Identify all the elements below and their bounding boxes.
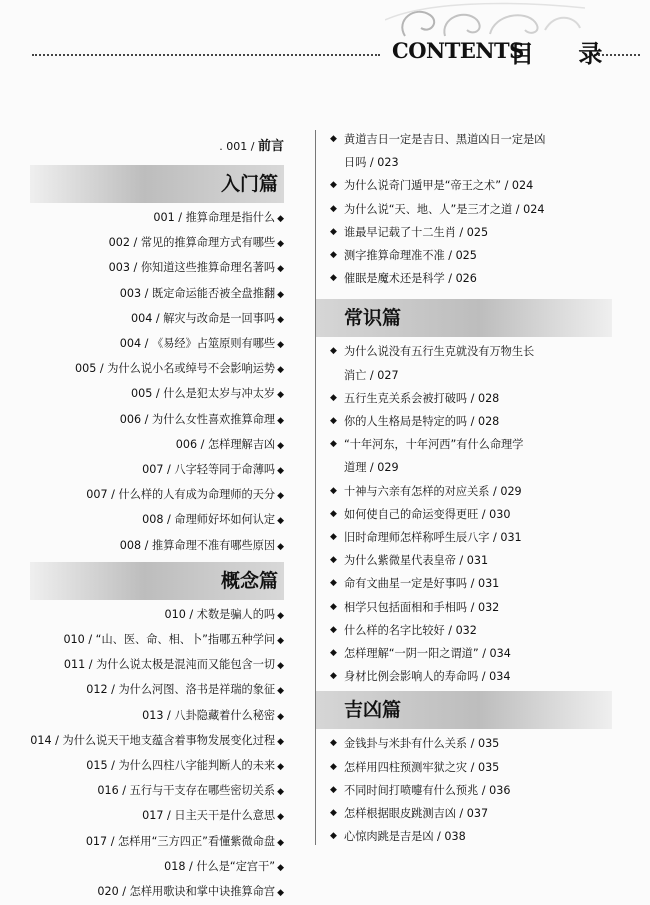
toc-entry[interactable] [0, 458, 296, 483]
toc-entry-text: 003 / 既定命运能否被全盘推翻 [119, 286, 276, 300]
toc-entry-text: 020 / 怎样用歌诀和掌中诀推算命宫 [97, 885, 276, 899]
toc-entry-text: 005 / 什么是犯太岁与冲太岁 [130, 387, 276, 401]
diamond-bullet-icon: ◆ [330, 250, 337, 261]
diamond-bullet-icon: ◆ [330, 648, 337, 659]
toc-entry-text: 013 / 八卦隐藏着什么秘密 [142, 708, 276, 722]
diamond-bullet-icon: ◆ [277, 862, 284, 873]
toc-entry[interactable] [0, 804, 296, 829]
diamond-bullet-icon: ◆ [277, 314, 284, 325]
toc-entry-text: 017 / 日主天干是什么意思 [142, 809, 276, 823]
toc-entry[interactable] [0, 307, 296, 332]
diamond-bullet-icon: ◆ [330, 578, 337, 589]
toc-entry-text: 身材比例会影响人的寿命吗 / 034 [344, 670, 511, 684]
toc-entry-text: 如何使自己的命运变得更旺 / 030 [344, 507, 511, 521]
toc-entry-text: 017 / 怎样用“三方四正”看懂紫微命盘 [85, 834, 276, 848]
diamond-bullet-icon: ◆ [277, 541, 284, 552]
diamond-bullet-icon: ◆ [330, 738, 337, 749]
toc-entry-text: 怎样用四柱预测牢狱之灾 / 035 [344, 760, 500, 774]
diamond-bullet-icon: ◆ [277, 516, 284, 527]
diamond-bullet-icon: ◆ [330, 555, 337, 566]
toc-entry-text: 010 / 术数是骗人的吗 [164, 607, 276, 621]
toc-entry-text: 旧时命理师怎样称呼生辰八字 / 031 [344, 531, 522, 545]
toc-entry-text: 你的人生格局是特定的吗 / 028 [344, 415, 500, 429]
toc-entry[interactable] [330, 221, 620, 244]
diamond-bullet-icon: ◆ [277, 239, 284, 250]
diamond-bullet-icon: ◆ [277, 661, 284, 672]
diamond-bullet-icon: ◆ [330, 808, 337, 819]
toc-entry-text: 004 / 《易经》占筮原则有哪些 [119, 337, 276, 351]
diamond-bullet-icon: ◆ [277, 440, 284, 451]
toc-entry[interactable] [0, 433, 296, 458]
contents-heading-zh: 目 录 [510, 39, 621, 68]
toc-entry-text: 004 / 解灾与改命是一回事吗 [130, 311, 276, 325]
toc-entry-text: 016 / 五行与干支存在哪些密切关系 [97, 784, 276, 798]
toc-entry-text: 道理 / 029 [344, 461, 399, 475]
toc-entry[interactable] [330, 503, 620, 526]
toc-entry[interactable] [330, 825, 620, 848]
toc-entry[interactable] [0, 483, 296, 508]
toc-entry[interactable] [0, 729, 296, 754]
diamond-bullet-icon: ◆ [277, 466, 284, 477]
diamond-bullet-icon: ◆ [277, 390, 284, 401]
diamond-bullet-icon: ◆ [330, 439, 337, 450]
toc-entry[interactable] [330, 433, 620, 456]
diamond-bullet-icon: ◆ [277, 340, 284, 351]
diamond-bullet-icon: ◆ [277, 787, 284, 798]
toc-entry[interactable] [330, 480, 620, 503]
toc-entry-text: 什么样的名字比较好 / 032 [344, 623, 477, 637]
section-heading: 常识篇 [316, 299, 612, 337]
toc-entry-text: 008 / 命理师好坏如何认定 [142, 513, 276, 527]
toc-entry[interactable] [330, 572, 620, 595]
toc-entry[interactable] [0, 332, 296, 357]
toc-entry-text: 005 / 为什么说小名或绰号不会影响运势 [75, 362, 276, 376]
diamond-bullet-icon: ◆ [277, 837, 284, 848]
toc-entry[interactable] [0, 704, 296, 729]
toc-entry[interactable] [330, 732, 620, 755]
toc-entry[interactable] [330, 198, 620, 221]
toc-entry[interactable] [0, 256, 296, 281]
toc-entry-text: 十神与六亲有怎样的对应关系 / 029 [344, 484, 522, 498]
toc-entry[interactable] [330, 596, 620, 619]
toc-entry[interactable] [330, 244, 620, 267]
toc-entry[interactable] [0, 779, 296, 804]
diamond-bullet-icon: ◆ [330, 134, 337, 144]
diamond-bullet-icon: ◆ [330, 273, 337, 284]
toc-entry[interactable] [0, 408, 296, 433]
diamond-bullet-icon: ◆ [330, 532, 337, 543]
toc-entry[interactable] [0, 231, 296, 256]
toc-entry-continued[interactable] [330, 456, 620, 479]
toc-entry[interactable] [330, 665, 620, 688]
diamond-bullet-icon: ◆ [277, 491, 284, 502]
diamond-bullet-icon: ◆ [277, 888, 284, 899]
toc-entry-text: 014 / 为什么说天干地支蕴含着事物发展变化过程 [30, 733, 276, 747]
toc-entry[interactable] [0, 754, 296, 779]
toc-entry-text: 007 / 八字轻等同于命薄吗 [142, 463, 276, 477]
toc-entry-text: “十年河东，十年河西”有什么命理学 [344, 438, 524, 452]
toc-entry-text: 催眠是魔术还是科学 / 026 [344, 272, 477, 286]
toc-entry-text: 日吗 / 023 [344, 156, 399, 170]
contents-heading-en: CONTENTS [392, 38, 524, 63]
toc-entry-text: 006 / 为什么女性喜欢推算命理 [119, 412, 276, 426]
toc-entry[interactable] [0, 628, 296, 653]
toc-entry-text: 012 / 为什么河图、洛书是祥瑞的象征 [86, 683, 276, 697]
toc-entry-text: 五行生克关系会被打破吗 / 028 [344, 391, 500, 405]
toc-entry[interactable] [330, 779, 620, 802]
section-heading: 入门篇 [30, 165, 284, 203]
toc-entry-continued[interactable] [330, 151, 620, 174]
diamond-bullet-icon: ◆ [277, 686, 284, 697]
preface-page: . 001 / [219, 140, 255, 153]
diamond-bullet-icon: ◆ [330, 671, 337, 682]
toc-entry-text: 为什么说没有五行生克就没有万物生长 [344, 345, 535, 359]
toc-entry-text: 015 / 为什么四柱八字能判断人的未来 [86, 759, 276, 773]
toc-entry[interactable] [330, 642, 620, 665]
toc-entry-text: 怎样理解“一阴一阳之谓道” / 034 [344, 647, 511, 661]
header-ornament [385, 0, 585, 38]
toc-entry-text: 测字推算命理准不准 / 025 [344, 249, 477, 263]
toc-entry[interactable] [330, 267, 620, 290]
toc-entry-text: 相学只包括面相和手相吗 / 032 [344, 600, 500, 614]
toc-left-column [0, 128, 296, 905]
diamond-bullet-icon: ◆ [277, 264, 284, 275]
diamond-bullet-icon: ◆ [330, 761, 337, 772]
toc-entry-text: 谁最早记载了十二生肖 / 025 [344, 225, 489, 239]
toc-entry-text: 不同时间打喷嚏有什么预兆 / 036 [344, 783, 511, 797]
toc-entry[interactable] [330, 526, 620, 549]
toc-entry[interactable] [0, 206, 296, 231]
toc-entry[interactable] [330, 387, 620, 410]
toc-entry[interactable] [330, 128, 620, 151]
diamond-bullet-icon: ◆ [277, 365, 284, 376]
toc-entry[interactable] [0, 603, 296, 628]
toc-entry-text: 008 / 推算命理不准有哪些原因 [119, 538, 276, 552]
toc-entry-text: 011 / 为什么说太极是混沌而又能包含一切 [63, 658, 276, 672]
toc-entry[interactable] [0, 282, 296, 307]
toc-entry-text: 为什么说奇门遁甲是“帝王之术” / 024 [344, 179, 534, 193]
toc-entry-text: 命有文曲星一定是好事吗 / 031 [344, 577, 500, 591]
diamond-bullet-icon: ◆ [330, 203, 337, 214]
toc-entry[interactable] [330, 174, 620, 197]
toc-entry[interactable] [0, 534, 296, 559]
diamond-bullet-icon: ◆ [277, 762, 284, 773]
toc-entry-text: 018 / 什么是“定宫干” [164, 859, 276, 873]
diamond-bullet-icon: ◆ [277, 289, 284, 300]
toc-entry-text: 心惊肉跳是吉是凶 / 038 [344, 830, 466, 844]
toc-entry[interactable] [0, 678, 296, 703]
toc-entry-text: 007 / 什么样的人有成为命理师的天分 [86, 488, 276, 502]
diamond-bullet-icon: ◆ [277, 610, 284, 621]
toc-entry-text: 006 / 怎样理解吉凶 [175, 437, 276, 451]
toc-entry-text: 010 / “山、医、命、相、卜”指哪五种学问 [63, 633, 276, 647]
diamond-bullet-icon: ◆ [330, 601, 337, 612]
toc-entry[interactable] [0, 382, 296, 407]
toc-entry-text: 003 / 你知道这些推算命理名著吗 [108, 261, 276, 275]
diamond-bullet-icon: ◆ [330, 180, 337, 191]
header-dotted-rule-left [32, 54, 380, 56]
toc-entry-text: 黄道吉日一定是吉日、黑道凶日一定是凶 [344, 133, 546, 146]
toc-entry-text: 为什么说“天、地、人”是三才之道 / 024 [344, 202, 545, 216]
toc-entry-text: 002 / 常见的推算命理方式有哪些 [108, 236, 276, 250]
toc-right-column [330, 128, 620, 848]
toc-entry[interactable] [0, 855, 296, 880]
toc-entry-text: 消亡 / 027 [344, 368, 399, 382]
diamond-bullet-icon: ◆ [330, 784, 337, 795]
toc-entry[interactable] [0, 830, 296, 855]
diamond-bullet-icon: ◆ [277, 736, 284, 747]
toc-entry[interactable] [330, 410, 620, 433]
toc-entry-preface[interactable] [0, 132, 296, 162]
toc-entry-text: 001 / 推算命理是指什么 [153, 211, 276, 224]
toc-entry-text: 金钱卦与米卦有什么关系 / 035 [344, 737, 500, 751]
diamond-bullet-icon: ◆ [277, 214, 284, 224]
section-heading: 吉凶篇 [316, 691, 612, 729]
toc-entry[interactable] [0, 508, 296, 533]
toc-entry-continued[interactable] [330, 364, 620, 387]
toc-entry[interactable] [0, 357, 296, 382]
preface-title: 前言 [257, 139, 284, 154]
diamond-bullet-icon: ◆ [277, 636, 284, 647]
diamond-bullet-icon: ◆ [277, 812, 284, 823]
diamond-bullet-icon: ◆ [330, 485, 337, 496]
diamond-bullet-icon: ◆ [330, 508, 337, 519]
toc-entry[interactable] [330, 756, 620, 779]
toc-entry[interactable] [330, 340, 620, 363]
diamond-bullet-icon: ◆ [330, 624, 337, 635]
diamond-bullet-icon: ◆ [330, 392, 337, 403]
diamond-bullet-icon: ◆ [330, 416, 337, 427]
diamond-bullet-icon: ◆ [277, 711, 284, 722]
toc-entry[interactable] [330, 802, 620, 825]
toc-entry[interactable] [0, 880, 296, 905]
toc-entry[interactable] [0, 653, 296, 678]
section-heading: 概念篇 [30, 562, 284, 600]
diamond-bullet-icon: ◆ [277, 415, 284, 426]
diamond-bullet-icon: ◆ [330, 226, 337, 237]
toc-entry-text: 为什么紫微星代表皇帝 / 031 [344, 554, 489, 568]
toc-entry[interactable] [330, 619, 620, 642]
toc-entry-text: 怎样根据眼皮跳测吉凶 / 037 [344, 807, 489, 821]
diamond-bullet-icon: ◆ [330, 346, 337, 357]
diamond-bullet-icon: ◆ [330, 831, 337, 842]
toc-entry[interactable] [330, 549, 620, 572]
column-divider [315, 130, 316, 845]
